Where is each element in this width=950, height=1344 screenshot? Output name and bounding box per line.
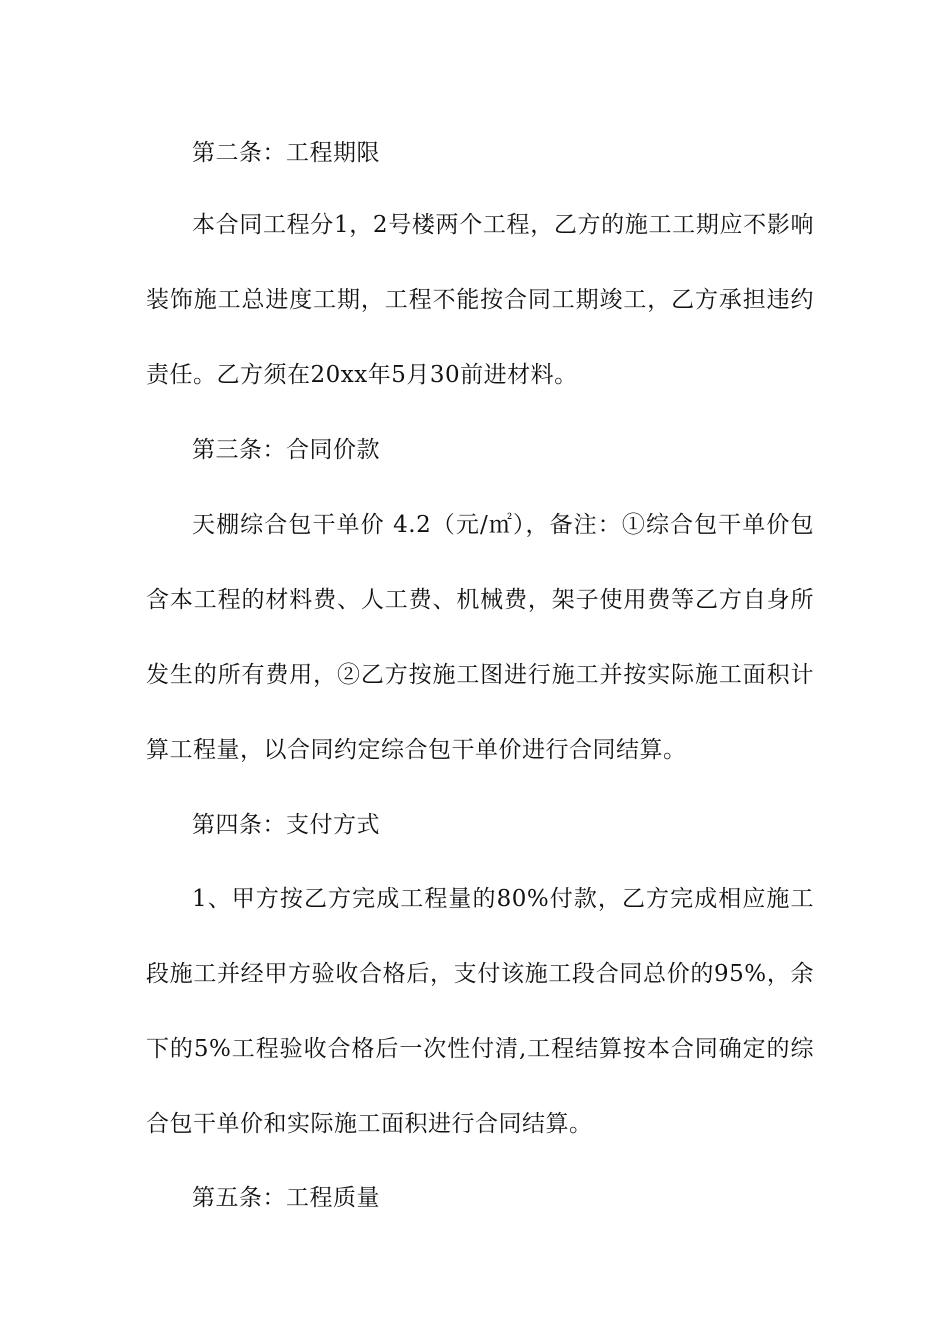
- section-heading-2: 第二条：工程期限: [192, 140, 380, 166]
- section-heading-5: 第五条：工程质量: [192, 1185, 380, 1211]
- section-heading-4: 第四条：支付方式: [192, 812, 380, 838]
- section-paragraph-4: 1、甲方按乙方完成工程量的80%付款，乙方完成相应施工段施工并经甲方验收合格后，支付该施工段合同总价的95%，余下的5%工程验收合格后一次性付清,工程结算按本合同确定的综合包干单价和实际施工面积进行合同结算。: [146, 886, 814, 1137]
- section-heading-3: 第三条：合同价款: [192, 437, 380, 463]
- section-paragraph-2: 本合同工程分1，2号楼两个工程，乙方的施工工期应不影响装饰施工总进度工期，工程不能按合同工期竣工，乙方承担违约责任。乙方须在20xx年5月30前进材料。: [146, 212, 814, 388]
- section-paragraph-3: 天棚综合包干单价 4.2（元/㎡），备注：①综合包干单价包含本工程的材料费、人工费、机械费，架子使用费等乙方自身所发生的所有费用，②乙方按施工图进行施工并按实际施工面积计算工程量，以合同约定综合包干单价进行合同结算。: [146, 512, 814, 763]
